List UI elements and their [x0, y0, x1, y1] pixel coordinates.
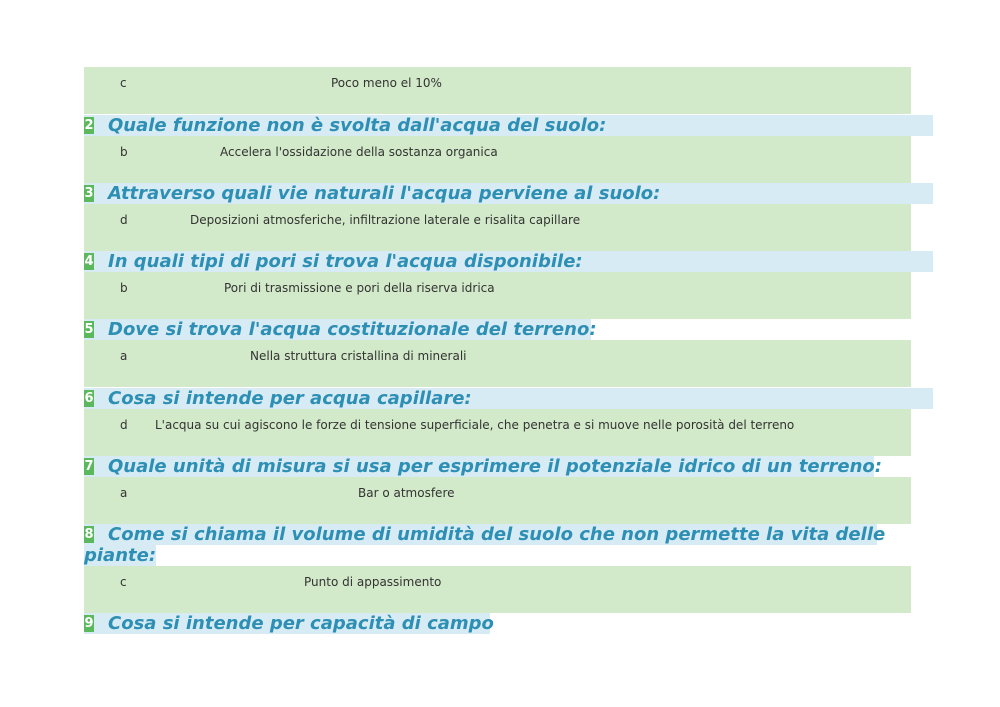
answer-letter: c — [120, 575, 127, 589]
answer-letter: d — [120, 418, 128, 432]
question-text: In quali tipi di pori si trova l'acqua disponibile: — [108, 251, 583, 272]
answer-text: Punto di appassimento — [304, 575, 442, 589]
answer-text: Nella struttura cristallina di minerali — [250, 349, 467, 363]
question-text: Dove si trova l'acqua costituzionale del terreno: — [108, 319, 597, 340]
question-number-badge: 5 — [84, 322, 94, 337]
answer-text: Poco meno el 10% — [331, 76, 442, 90]
answer-block-5 — [84, 340, 911, 387]
answer-block-8 — [84, 566, 911, 613]
answer-block-3 — [84, 204, 911, 251]
question-text-continued: piante: — [84, 545, 157, 566]
question-number-badge: 2 — [84, 118, 94, 133]
answer-text: Accelera l'ossidazione della sostanza organica — [220, 145, 498, 159]
question-5 — [84, 319, 597, 340]
question-number-badge: 6 — [84, 391, 94, 406]
question-6 — [84, 388, 933, 409]
question-3 — [84, 183, 933, 204]
answer-letter: c — [120, 76, 127, 90]
question-number-badge: 9 — [84, 616, 94, 631]
answer-letter: b — [120, 281, 128, 295]
answer-letter: d — [120, 213, 128, 227]
question-text: Quale unità di misura si usa per esprimere il potenziale idrico di un terreno: — [108, 456, 882, 477]
answer-text: Deposizioni atmosferiche, infiltrazione laterale e risalita capillare — [190, 213, 581, 227]
answer-text: L'acqua su cui agiscono le forze di tensione superficiale, che penetra e si muove nelle porosità del terreno — [155, 418, 795, 432]
question-2 — [84, 115, 933, 136]
answer-block-7 — [84, 477, 911, 524]
answer-block-1 — [84, 67, 911, 114]
question-number-badge: 7 — [84, 459, 94, 474]
question-7 — [84, 456, 882, 477]
question-text: Attraverso quali vie naturali l'acqua perviene al suolo: — [108, 183, 661, 204]
answer-text: Bar o atmosfere — [358, 486, 455, 500]
answer-block-6 — [84, 409, 911, 456]
answer-text: Pori di trasmissione e pori della riserva idrica — [224, 281, 495, 295]
answer-letter: a — [120, 486, 128, 500]
question-text: Come si chiama il volume di umidità del suolo che non permette la vita delle — [108, 524, 886, 545]
question-text: Quale funzione non è svolta dall'acqua del suolo: — [108, 115, 607, 136]
question-number-badge: 8 — [84, 527, 94, 542]
answer-letter: b — [120, 145, 128, 159]
answer-letter: a — [120, 349, 128, 363]
question-8 — [84, 524, 886, 566]
question-9 — [84, 613, 494, 634]
question-number-badge: 3 — [84, 186, 94, 201]
answer-block-4 — [84, 272, 911, 319]
question-number-badge: 4 — [84, 254, 94, 269]
question-4 — [84, 251, 933, 272]
question-text: Cosa si intende per capacità di campo — [108, 613, 494, 634]
question-text: Cosa si intende per acqua capillare: — [108, 388, 472, 409]
answer-block-2 — [84, 136, 911, 183]
